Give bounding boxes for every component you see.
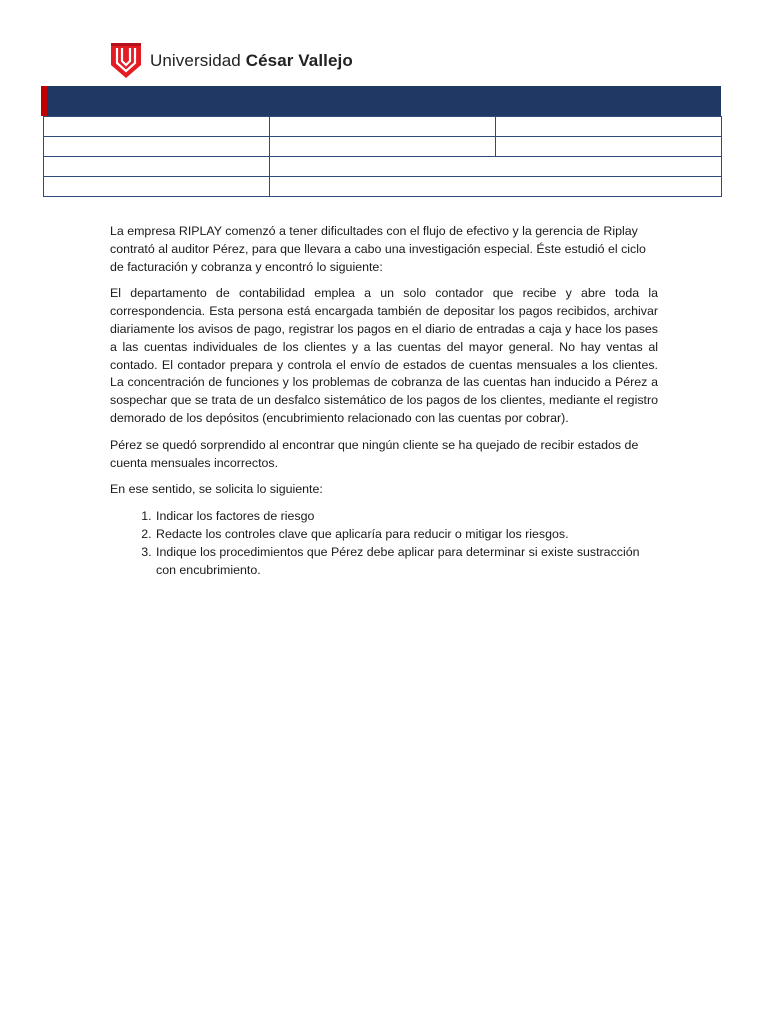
task-list xyxy=(110,508,658,579)
ucv-shield-icon xyxy=(111,43,141,78)
document-body xyxy=(110,223,658,579)
table-row xyxy=(44,177,722,197)
university-logo xyxy=(111,43,353,78)
university-name-regular: Universidad xyxy=(150,50,246,70)
table-cell xyxy=(496,117,722,137)
table-cell xyxy=(44,177,270,197)
list-item: 2. Redacte los controles clave que aplicaría para reducir o mitigar los riesgos. xyxy=(155,526,658,544)
info-table xyxy=(43,116,722,197)
table-row xyxy=(44,137,722,157)
list-item: 3. Indique los procedimientos que Pérez debe aplicar para determinar si existe sustracción con encubrimiento. xyxy=(155,544,658,580)
paragraph-findings: El departamento de contabilidad emplea a un solo contador que recibe y abre toda la correspondencia. Esta persona está encargada también de depositar los pagos recibidos, archivar diariamente los avisos de pago, registrar los pagos en el diario de entradas a caja y hace los pases a las cuentas individuales de los clientes y a las cuentas del mayor general. No hay ventas al contado. El contador prepara y controla el envío de estados de cuentas mensuales a los clientes. La concentración de funciones y los problemas de cobranza de las cuentas han inducido a Pérez a sospechar que se trata de un desfalco sistemático de los pagos de los clientes, mediante el registro demorado de los depósitos (encubrimiento relacionado con las cuentas por cobrar). xyxy=(110,286,658,425)
table-cell-wide xyxy=(270,157,722,177)
table-cell xyxy=(270,137,496,157)
paragraph-surprise: Pérez se quedó sorprendido al encontrar que ningún cliente se ha quejado de recibir estados de cuenta mensuales incorrectos. xyxy=(110,437,639,470)
table-cell xyxy=(44,117,270,137)
table-cell xyxy=(270,117,496,137)
header-bar xyxy=(41,86,721,116)
table-row xyxy=(44,157,722,177)
paragraph-intro: La empresa RIPLAY comenzó a tener dificultades con el flujo de efectivo y la gerencia de Riplay contrató al auditor Pérez, para que llevara a cabo una investigación especial. Éste estudió el ciclo de facturación y cobranza y encontró lo siguiente: xyxy=(110,224,646,274)
table-row xyxy=(44,117,722,137)
university-name xyxy=(150,51,353,71)
table-cell xyxy=(44,137,270,157)
table-cell xyxy=(44,157,270,177)
university-name-bold: César Vallejo xyxy=(245,50,353,70)
table-cell xyxy=(496,137,722,157)
table-cell-wide xyxy=(270,177,722,197)
list-item: 1. Indicar los factores de riesgo xyxy=(155,508,658,526)
paragraph-request: En ese sentido, se solicita lo siguiente: xyxy=(110,482,323,497)
